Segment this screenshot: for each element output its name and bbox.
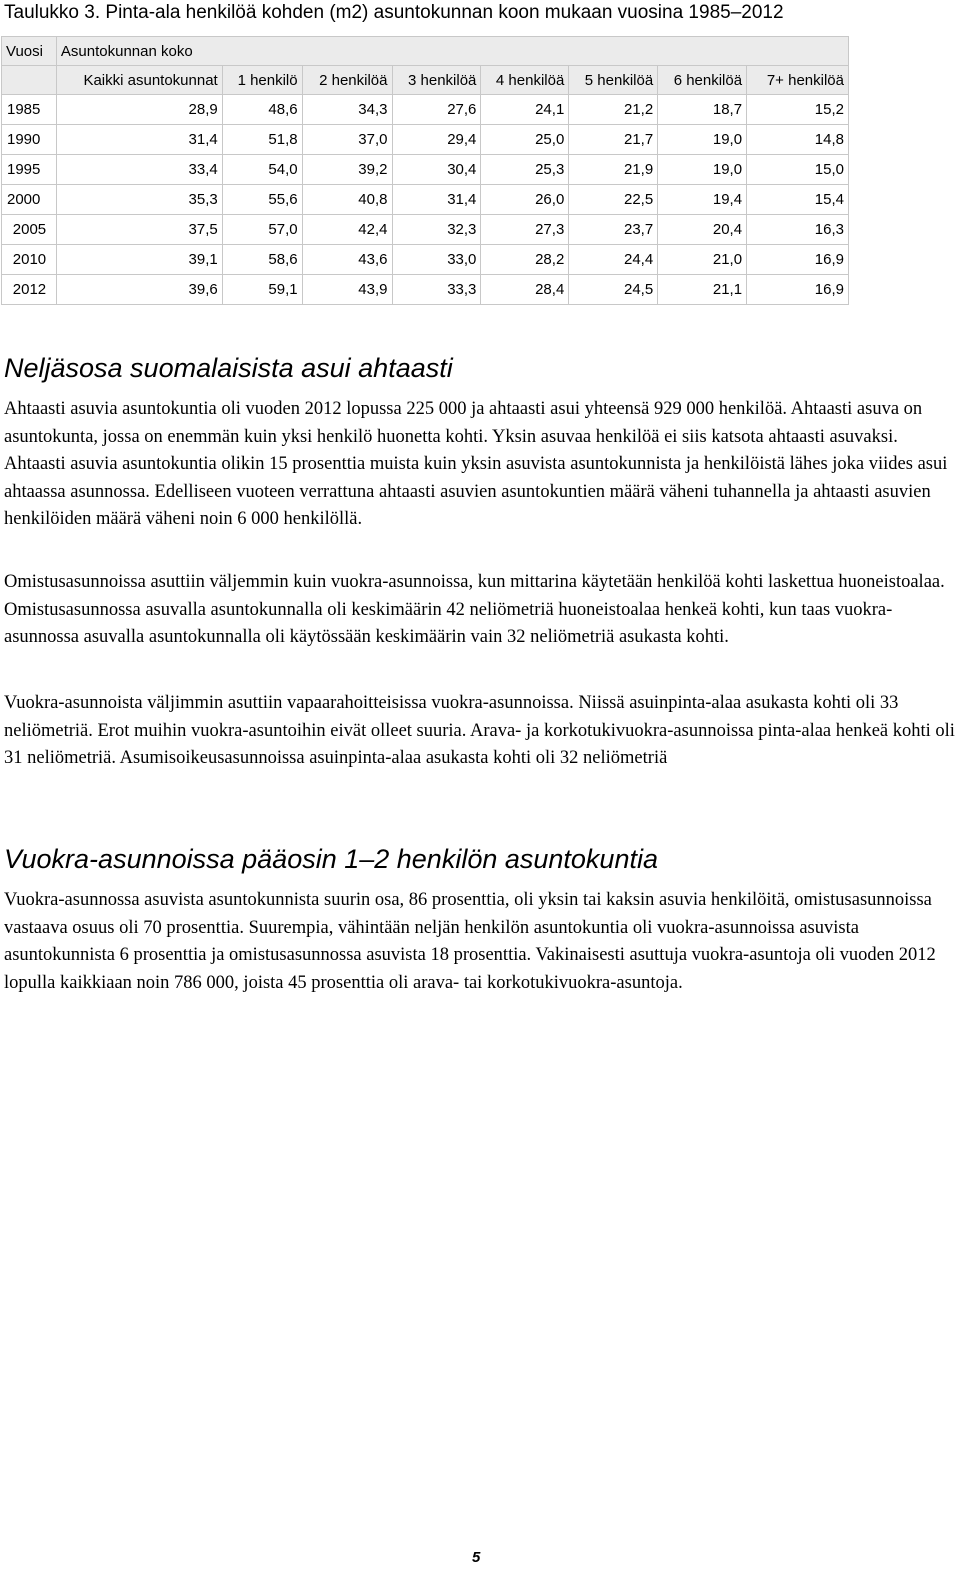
section-heading-rental-households: Vuokra-asunnoissa pääosin 1–2 henkilön asuntokuntia <box>4 844 658 874</box>
paragraph: Vuokra-asunnossa asuvista asuntokunnista suurin osa, 86 prosenttia, oli yksin tai kaksin asuvia henkilöitä, omistusasunnoissa vastaava osuus oli 70 prosenttia. Suurempia, vähintään neljän henkilön asuntokuntia oli vuokra-asunnoissa asuvista asuntokunnista 6 prosenttia ja omistusasunnossa asuvista 18 prosenttia. Vakinaisesti asuttuja vuokra-asuntoja oli vuoden 2012 lopulla kaikkiaan noin 786 000, joista 45 prosenttia oli arava- tai korkotukivuokra-asuntoja. <box>4 890 936 993</box>
column-header: 3 henkilöä <box>392 66 481 95</box>
paragraph: Omistusasunnoissa asuttiin väljemmin kuin vuokra-asunnoissa, kun mittarina käytetään henkilöä kohti laskettua huoneistoalaa. Omistusasunnossa asuvalla asuntokunnalla oli keskimäärin 42 neliömetriä huoneistoalaa henkeä kohti, kun taas vuokra-asunnossa asuvalla asuntokunnalla oli käytössään keskimäärin vain 32 neliömetriä asukasta kohti. <box>4 572 945 647</box>
value-cell: 48,6 <box>222 95 302 125</box>
value-cell: 26,0 <box>481 185 569 215</box>
value-cell: 18,7 <box>658 95 747 125</box>
value-cell: 27,6 <box>392 95 481 125</box>
area-per-person-table <box>1 36 849 305</box>
value-cell: 39,6 <box>56 275 222 305</box>
value-cell: 32,3 <box>392 215 481 245</box>
paragraph: Vuokra-asunnoista väljimmin asuttiin vapaarahoitteisissa vuokra-asunnoissa. Niissä asuinpinta-alaa asukasta kohti oli 33 neliömetriä. Erot muihin vuokra-asuntoihin eivät olleet suuria. Arava- ja korkotukivuokra-asunnoissa pinta-alaa henkeä kohti oli 31 neliömetriä. Asumisoikeusasunnoissa asuinpinta-alaa asukasta kohti oli 32 neliömetriä <box>4 693 955 768</box>
value-cell: 37,0 <box>302 125 392 155</box>
value-cell: 28,9 <box>56 95 222 125</box>
value-cell: 33,4 <box>56 155 222 185</box>
value-cell: 14,8 <box>747 125 849 155</box>
column-header: 7+ henkilöä <box>747 66 849 95</box>
value-cell: 34,3 <box>302 95 392 125</box>
value-cell: 25,3 <box>481 155 569 185</box>
value-cell: 28,4 <box>481 275 569 305</box>
table-caption: Taulukko 3. Pinta-ala henkilöä kohden (m2) asuntokunnan koon mukaan vuosina 1985–2012 <box>4 2 784 23</box>
value-cell: 25,0 <box>481 125 569 155</box>
value-cell: 24,1 <box>481 95 569 125</box>
year-cell: 2000 <box>2 185 57 215</box>
value-cell: 15,0 <box>747 155 849 185</box>
value-cell: 16,9 <box>747 275 849 305</box>
value-cell: 33,3 <box>392 275 481 305</box>
value-cell: 21,1 <box>658 275 747 305</box>
value-cell: 19,0 <box>658 125 747 155</box>
column-header: 2 henkilöä <box>302 66 392 95</box>
year-cell: 1985 <box>2 95 57 125</box>
value-cell: 20,4 <box>658 215 747 245</box>
year-cell: 2012 <box>2 275 57 305</box>
value-cell: 21,9 <box>569 155 658 185</box>
value-cell: 27,3 <box>481 215 569 245</box>
value-cell: 16,3 <box>747 215 849 245</box>
value-cell: 19,0 <box>658 155 747 185</box>
value-cell: 39,1 <box>56 245 222 275</box>
year-cell: 2010 <box>2 245 57 275</box>
header-spacer-cell <box>2 66 57 95</box>
value-cell: 21,2 <box>569 95 658 125</box>
column-header: Kaikki asuntokunnat <box>56 66 222 95</box>
value-cell: 15,2 <box>747 95 849 125</box>
value-cell: 51,8 <box>222 125 302 155</box>
paragraph: Ahtaasti asuvia asuntokuntia oli vuoden 2012 lopussa 225 000 ja ahtaasti asui yhteensä 929 000 henkilöä. Ahtaasti asuva on asuntokunta, jossa on enemmän kuin yksi henkilö huonetta kohti. Yksin asuvaa henkilöä ei siis katsota ahtaasti asuvaksi. Ahtaasti asuvia asuntokuntia olikin 15 prosenttia muista kuin yksin asuvista asuntokunnista ja henkilöistä lähes joka viides asui ahtaassa asunnossa. Edelliseen vuoteen verrattuna ahtaasti asuvien asuntokuntien määrä väheni tuhannella ja ahtaasti asuvien henkilöiden määrä väheni noin 6 000 henkilöllä. <box>4 399 948 529</box>
value-cell: 33,0 <box>392 245 481 275</box>
page-number: 5 <box>472 1549 481 1566</box>
value-cell: 30,4 <box>392 155 481 185</box>
value-cell: 54,0 <box>222 155 302 185</box>
column-header: 6 henkilöä <box>658 66 747 95</box>
value-cell: 24,4 <box>569 245 658 275</box>
value-cell: 59,1 <box>222 275 302 305</box>
table-row <box>2 155 849 185</box>
value-cell: 58,6 <box>222 245 302 275</box>
table-row <box>2 215 849 245</box>
table-row <box>2 275 849 305</box>
value-cell: 23,7 <box>569 215 658 245</box>
value-cell: 28,2 <box>481 245 569 275</box>
value-cell: 21,0 <box>658 245 747 275</box>
year-cell: 2005 <box>2 215 57 245</box>
value-cell: 39,2 <box>302 155 392 185</box>
value-cell: 43,9 <box>302 275 392 305</box>
value-cell: 35,3 <box>56 185 222 215</box>
year-column-header: Vuosi <box>2 37 57 66</box>
column-header: 5 henkilöä <box>569 66 658 95</box>
table-row <box>2 125 849 155</box>
value-cell: 31,4 <box>56 125 222 155</box>
table-row <box>2 95 849 125</box>
value-cell: 16,9 <box>747 245 849 275</box>
table-row <box>2 245 849 275</box>
value-cell: 37,5 <box>56 215 222 245</box>
value-cell: 43,6 <box>302 245 392 275</box>
table-row <box>2 185 849 215</box>
value-cell: 42,4 <box>302 215 392 245</box>
value-cell: 24,5 <box>569 275 658 305</box>
household-size-group-header: Asuntokunnan koko <box>56 37 848 66</box>
year-cell: 1990 <box>2 125 57 155</box>
value-cell: 31,4 <box>392 185 481 215</box>
value-cell: 19,4 <box>658 185 747 215</box>
value-cell: 15,4 <box>747 185 849 215</box>
value-cell: 40,8 <box>302 185 392 215</box>
section-heading-crowded-housing: Neljäsosa suomalaisista asui ahtaasti <box>4 353 453 383</box>
value-cell: 21,7 <box>569 125 658 155</box>
year-cell: 1995 <box>2 155 57 185</box>
column-header: 1 henkilö <box>222 66 302 95</box>
value-cell: 29,4 <box>392 125 481 155</box>
column-header: 4 henkilöä <box>481 66 569 95</box>
value-cell: 22,5 <box>569 185 658 215</box>
value-cell: 55,6 <box>222 185 302 215</box>
value-cell: 57,0 <box>222 215 302 245</box>
